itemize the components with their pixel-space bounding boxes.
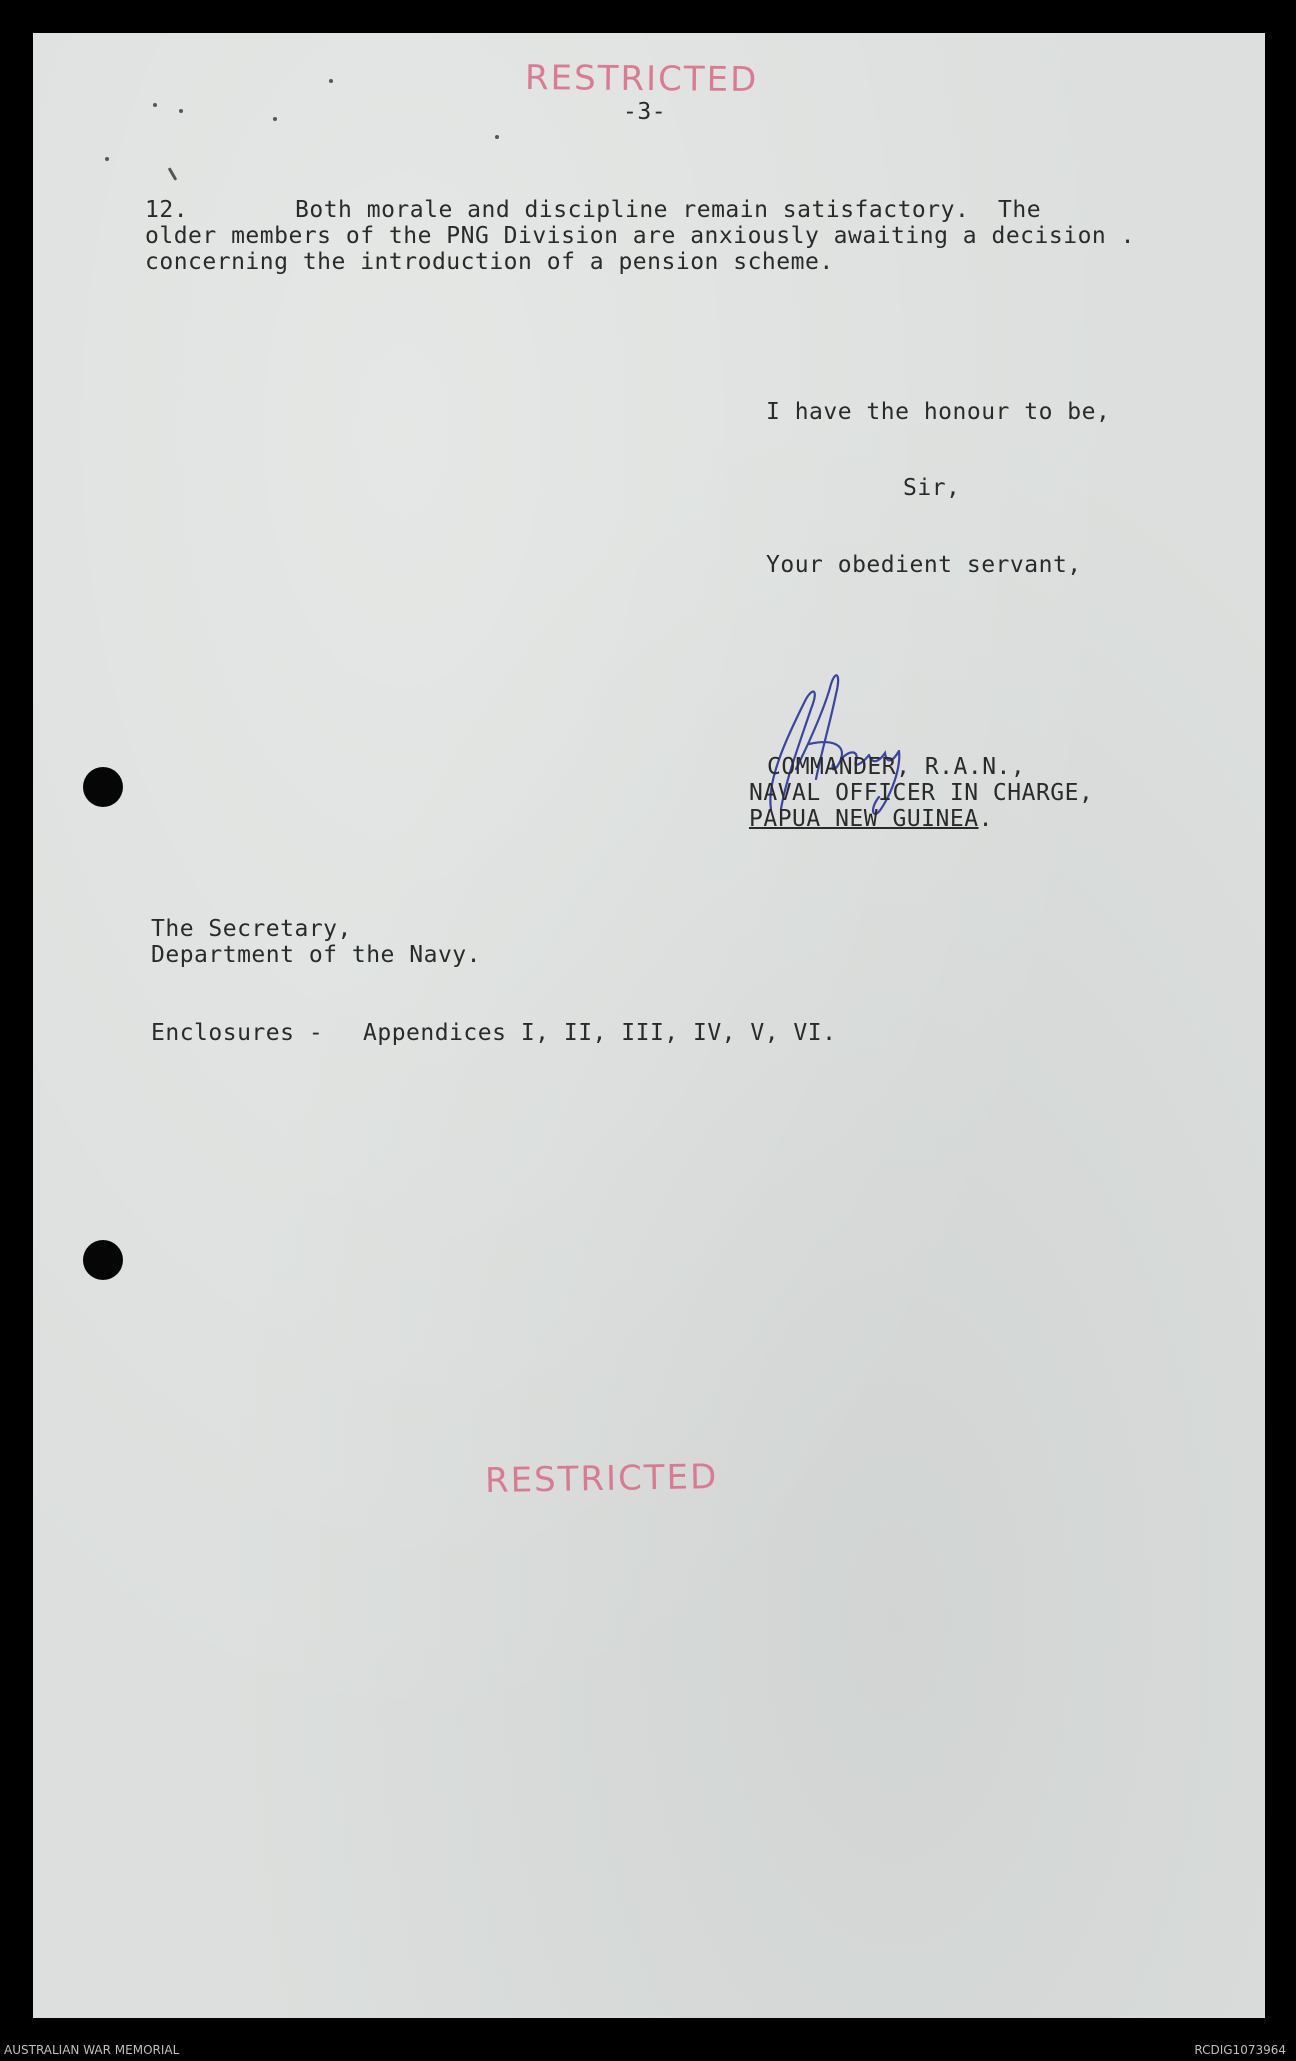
page-number: -3-	[623, 99, 667, 125]
addressee-line-1: The Secretary,	[151, 916, 352, 942]
speck	[179, 109, 183, 113]
paragraph-line-3: concerning the introduction of a pension scheme.	[145, 249, 834, 275]
closing-salutation: Sir,	[903, 475, 961, 501]
punch-hole-lower	[83, 1240, 123, 1280]
enclosures-label: Enclosures -	[151, 1020, 324, 1046]
signature-rank: COMMANDER, R.A.N.,	[767, 754, 1026, 780]
speck	[168, 167, 178, 181]
speck	[105, 157, 109, 161]
signature-place	[749, 806, 993, 832]
paragraph-number: 12.	[145, 197, 189, 223]
footer-right: RCDIG1073964	[1194, 2043, 1286, 2057]
punch-hole-upper	[83, 767, 123, 807]
closing-honour: I have the honour to be,	[766, 399, 1111, 425]
speck	[329, 79, 333, 83]
signature-title: NAVAL OFFICER IN CHARGE,	[749, 780, 1094, 806]
document-page	[33, 33, 1265, 2018]
signature-place-suffix: .	[978, 806, 993, 832]
paragraph-line-1: Both morale and discipline remain satisfactory. The	[295, 197, 1042, 223]
speck	[495, 135, 499, 139]
addressee-line-2: Department of the Navy.	[151, 942, 481, 968]
restricted-stamp-bottom: RESTRICTED	[484, 1456, 719, 1502]
footer-left: AUSTRALIAN WAR MEMORIAL	[4, 2043, 180, 2057]
speck	[273, 117, 277, 121]
closing-obedient-servant: Your obedient servant,	[766, 552, 1082, 578]
paragraph-line-2: older members of the PNG Division are anxiously awaiting a decision .	[145, 223, 1135, 249]
signature-place-name: PAPUA NEW GUINEA	[749, 806, 979, 832]
enclosures-value: Appendices I, II, III, IV, V, VI.	[363, 1020, 837, 1046]
speck	[153, 103, 157, 107]
restricted-stamp-top: RESTRICTED	[524, 57, 759, 101]
